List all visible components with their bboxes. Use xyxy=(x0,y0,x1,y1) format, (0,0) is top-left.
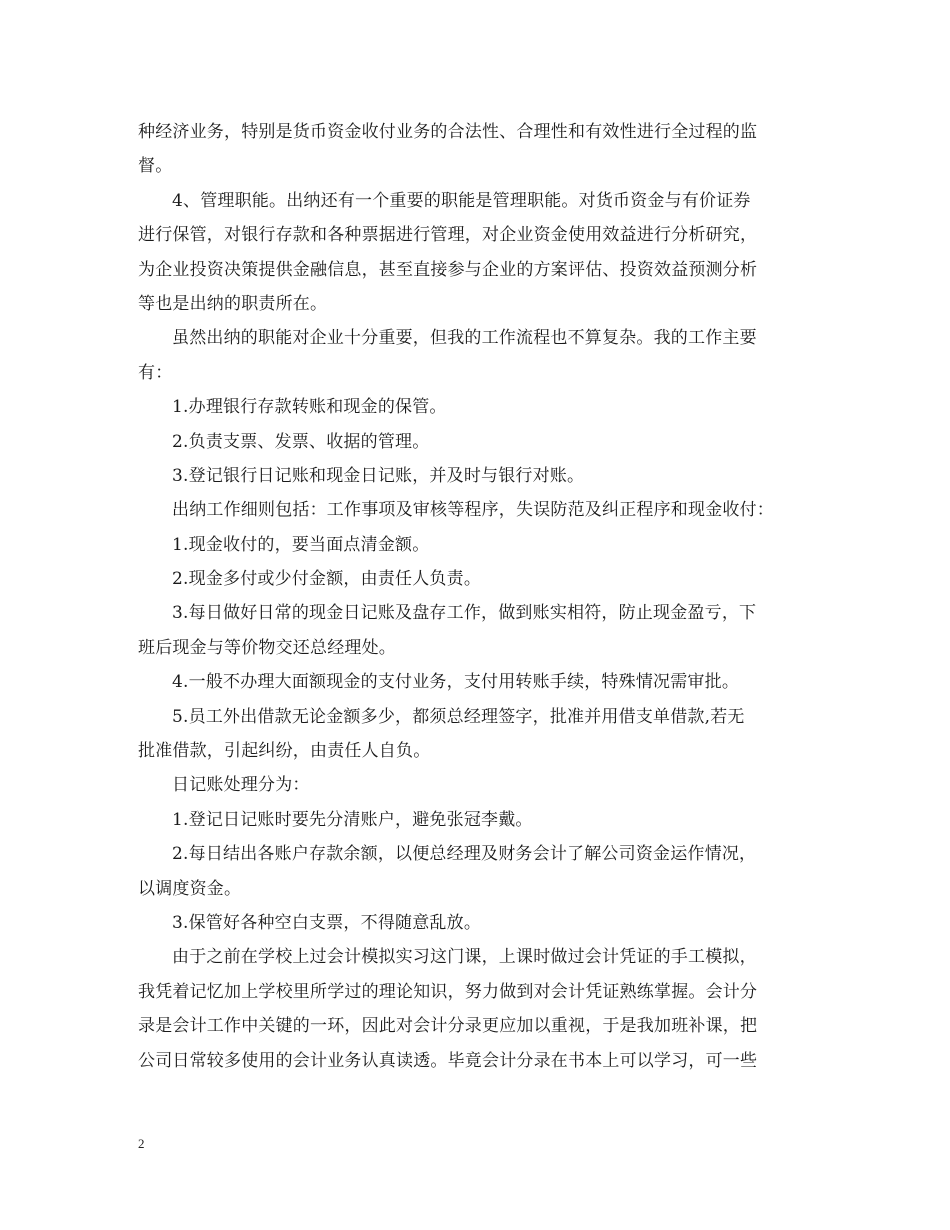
text-line: 为企业投资决策提供金融信息，甚至直接参与企业的方案评估、投资效益预测分析 xyxy=(138,259,758,280)
text-line: 公司日常较多使用的会计业务认真读透。毕竟会计分录在书本上可以学习，可一些 xyxy=(138,1050,758,1071)
text-line: 3.登记银行日记账和现金日记账，并及时与银行对账。 xyxy=(172,465,585,486)
text-line: 5.员工外出借款无论金额多少，都须总经理签字，批准并用借支单借款,若无 xyxy=(172,706,745,727)
text-line: 1.办理银行存款转账和现金的保管。 xyxy=(172,397,447,418)
text-line: 督。 xyxy=(138,156,173,177)
text-line: 日记账处理分为： xyxy=(172,775,310,796)
text-line: 4.一般不办理大面额现金的支付业务，支付用转账手续，特殊情况需审批。 xyxy=(172,672,740,693)
text-line: 2.现金多付或少付金额，由责任人负责。 xyxy=(172,569,482,590)
text-line: 3.保管好各种空白支票，不得随意乱放。 xyxy=(172,912,482,933)
text-line: 由于之前在学校上过会计模拟实习这门课，上课时做过会计凭证的手工模拟， xyxy=(172,947,757,968)
text-line: 录是会计工作中关键的一环，因此对会计分录更应加以重视，于是我加班补课，把 xyxy=(138,1016,758,1037)
text-line: 有： xyxy=(138,362,173,383)
text-line: 3.每日做好日常的现金日记账及盘存工作，做到账实相符，防止现金盈亏，下 xyxy=(172,603,757,624)
text-line: 我凭着记忆加上学校里所学过的理论知识，努力做到对会计凭证熟练掌握。会计分 xyxy=(138,981,758,1002)
text-line: 4、管理职能。出纳还有一个重要的职能是管理职能。对货币资金与有价证券 xyxy=(172,190,751,211)
text-line: 虽然出纳的职能对企业十分重要，但我的工作流程也不算复杂。我的工作主要 xyxy=(172,328,757,349)
text-line: 进行保管，对银行存款和各种票据进行管理，对企业资金使用效益进行分析研究， xyxy=(138,225,758,246)
text-line: 等也是出纳的职责所在。 xyxy=(138,293,328,314)
page-number: 2 xyxy=(138,1136,145,1151)
text-line: 1.现金收付的，要当面点清金额。 xyxy=(172,534,430,555)
text-line: 批准借款，引起纠纷，由责任人自负。 xyxy=(138,741,431,762)
text-line: 2.每日结出各账户存款余额，以便总经理及财务会计了解公司资金运作情况， xyxy=(172,844,757,865)
body-text xyxy=(138,115,818,1078)
text-line: 2.负责支票、发票、收据的管理。 xyxy=(172,431,430,452)
text-line: 出纳工作细则包括：工作事项及审核等程序，失误防范及纠正程序和现金收付： xyxy=(172,500,774,521)
text-line: 以调度资金。 xyxy=(138,878,242,899)
text-line: 种经济业务，特别是货币资金收付业务的合法性、合理性和有效性进行全过程的监 xyxy=(138,122,758,142)
text-line: 班后现金与等价物交还总经理处。 xyxy=(138,637,396,658)
text-line: 1.登记日记账时要先分清账户，避免张冠李戴。 xyxy=(172,809,533,830)
